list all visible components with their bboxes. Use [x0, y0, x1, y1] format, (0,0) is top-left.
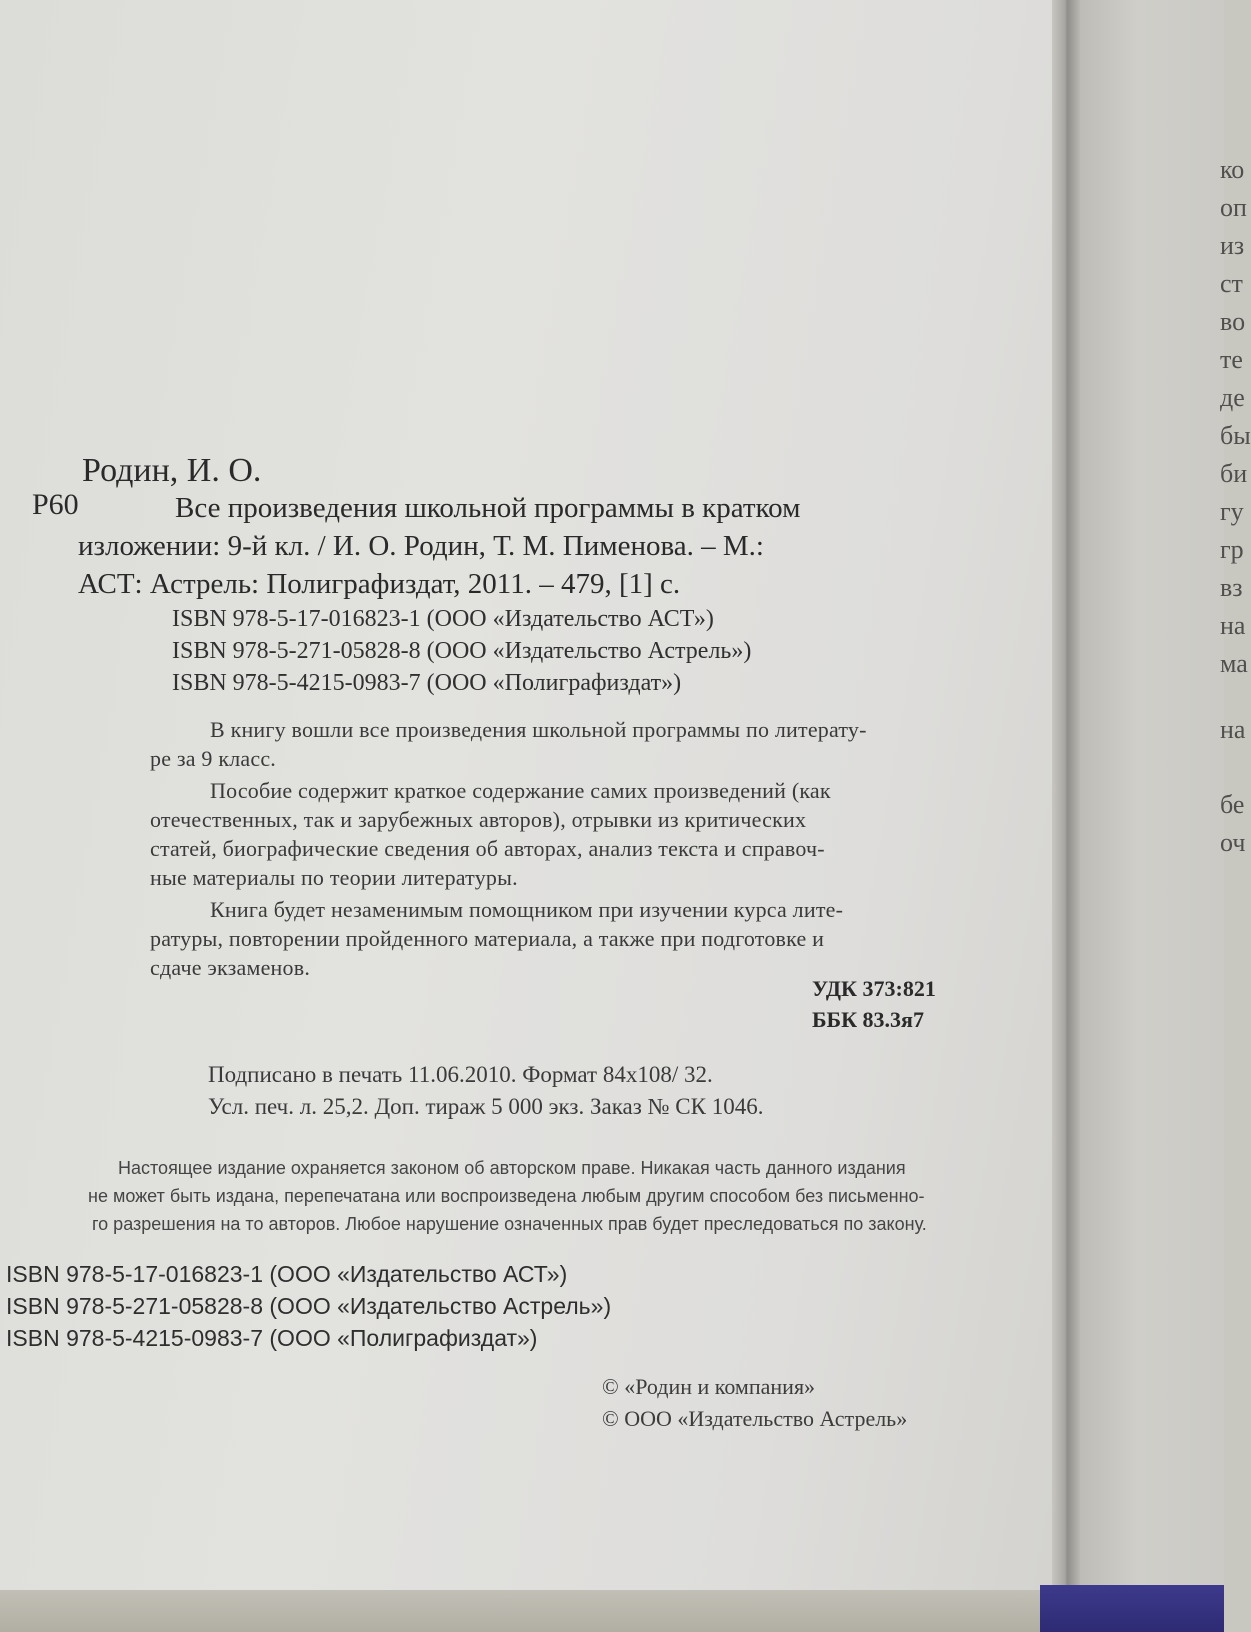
- annotation-line: ратуры, повторении пройденного материала, а также при подготовке и: [150, 926, 825, 951]
- annotation-line: ные материалы по теории литературы.: [150, 865, 518, 890]
- adjacent-page-fragment: би: [1220, 459, 1248, 488]
- isbn-footer-line: ISBN 978-5-271-05828-8 (ООО «Издательство Астрель»): [6, 1293, 612, 1319]
- copyright-notice-line: не может быть издана, перепечатана или воспроизведена любым другим способом без письменно-: [88, 1186, 925, 1206]
- adjacent-page-fragment: бы: [1220, 421, 1251, 450]
- adjacent-page-fragment: те: [1220, 345, 1243, 374]
- print-info-line: Подписано в печать 11.06.2010. Формат 84x108/ 32.: [208, 1062, 713, 1087]
- isbn-line: ISBN 978-5-4215-0983-7 (ООО «Полиграфиздат»): [172, 670, 682, 696]
- adjacent-page-fragment: ма: [1220, 649, 1248, 678]
- adjacent-page-fragment: оп: [1220, 193, 1247, 222]
- annotation-line: сдаче экзаменов.: [150, 955, 311, 980]
- udk-code: УДК 373:821: [812, 976, 936, 1001]
- annotation-line: ре за 9 класс.: [150, 746, 276, 771]
- bibliographic-title-line-3: АСТ: Астрель: Полиграфиздат, 2011. – 479, [1] с.: [78, 568, 681, 600]
- isbn-line: ISBN 978-5-271-05828-8 (ООО «Издательство Астрель»): [172, 638, 752, 664]
- bibliographic-title-line-1: Все произведения школьной программы в кратком: [175, 492, 801, 524]
- adjacent-page-fragment: на: [1220, 611, 1246, 640]
- annotation-line: В книгу вошли все произведения школьной программы по литерату-: [210, 717, 867, 742]
- annotation-line: статей, биографические сведения об авторах, анализ текста и справоч-: [150, 836, 825, 861]
- print-info-line: Усл. печ. л. 25,2. Доп. тираж 5 000 экз. Заказ № СК 1046.: [208, 1094, 764, 1119]
- bibliographic-title-line-2: изложении: 9-й кл. / И. О. Родин, Т. М. Пименова. – М.:: [78, 530, 764, 562]
- adjacent-page-fragment: вз: [1220, 573, 1243, 602]
- adjacent-page-fragment: на: [1220, 715, 1246, 744]
- adjacent-page-fragment: ст: [1220, 269, 1243, 298]
- isbn-footer-line: ISBN 978-5-17-016823-1 (ООО «Издательство АСТ»): [6, 1261, 568, 1287]
- adjacent-page-fragment: бе: [1220, 790, 1245, 819]
- copyright-line: © ООО «Издательство Астрель»: [602, 1406, 908, 1431]
- annotation-line: Пособие содержит краткое содержание самих произведений (как: [210, 778, 831, 803]
- catalog-code: Р60: [32, 488, 79, 521]
- bbk-code: ББК 83.3я7: [812, 1007, 924, 1032]
- adjacent-page-fragment: де: [1220, 383, 1245, 412]
- adjacent-page-fragment: во: [1220, 307, 1246, 336]
- adjacent-page-fragment: из: [1220, 231, 1245, 260]
- isbn-footer-line: ISBN 978-5-4215-0983-7 (ООО «Полиграфиздат»): [6, 1325, 538, 1351]
- adjacent-page-fragment: ко: [1220, 155, 1245, 184]
- author-heading: Родин, И. О.: [82, 452, 262, 489]
- isbn-line: ISBN 978-5-17-016823-1 (ООО «Издательство АСТ»): [172, 606, 714, 632]
- adjacent-page: [1080, 0, 1251, 1632]
- annotation-line: Книга будет незаменимым помощником при изучении курса лите-: [210, 897, 844, 922]
- annotation-line: отечественных, так и зарубежных авторов), отрывки из критических: [150, 807, 807, 832]
- copyright-notice-line: Настоящее издание охраняется законом об авторском праве. Никакая часть данного издания: [118, 1158, 906, 1178]
- book-spine-gutter: [1052, 0, 1080, 1632]
- book-cover-edge: [1040, 1585, 1224, 1632]
- adjacent-page-fragment: оч: [1220, 828, 1246, 857]
- copyright-notice-line: го разрешения на то авторов. Любое нарушение означенных прав будет преследоваться по закону.: [92, 1214, 927, 1234]
- adjacent-page-fragment: гр: [1220, 535, 1244, 564]
- adjacent-page-fragment: гу: [1220, 497, 1244, 526]
- copyright-line: © «Родин и компания»: [602, 1374, 816, 1399]
